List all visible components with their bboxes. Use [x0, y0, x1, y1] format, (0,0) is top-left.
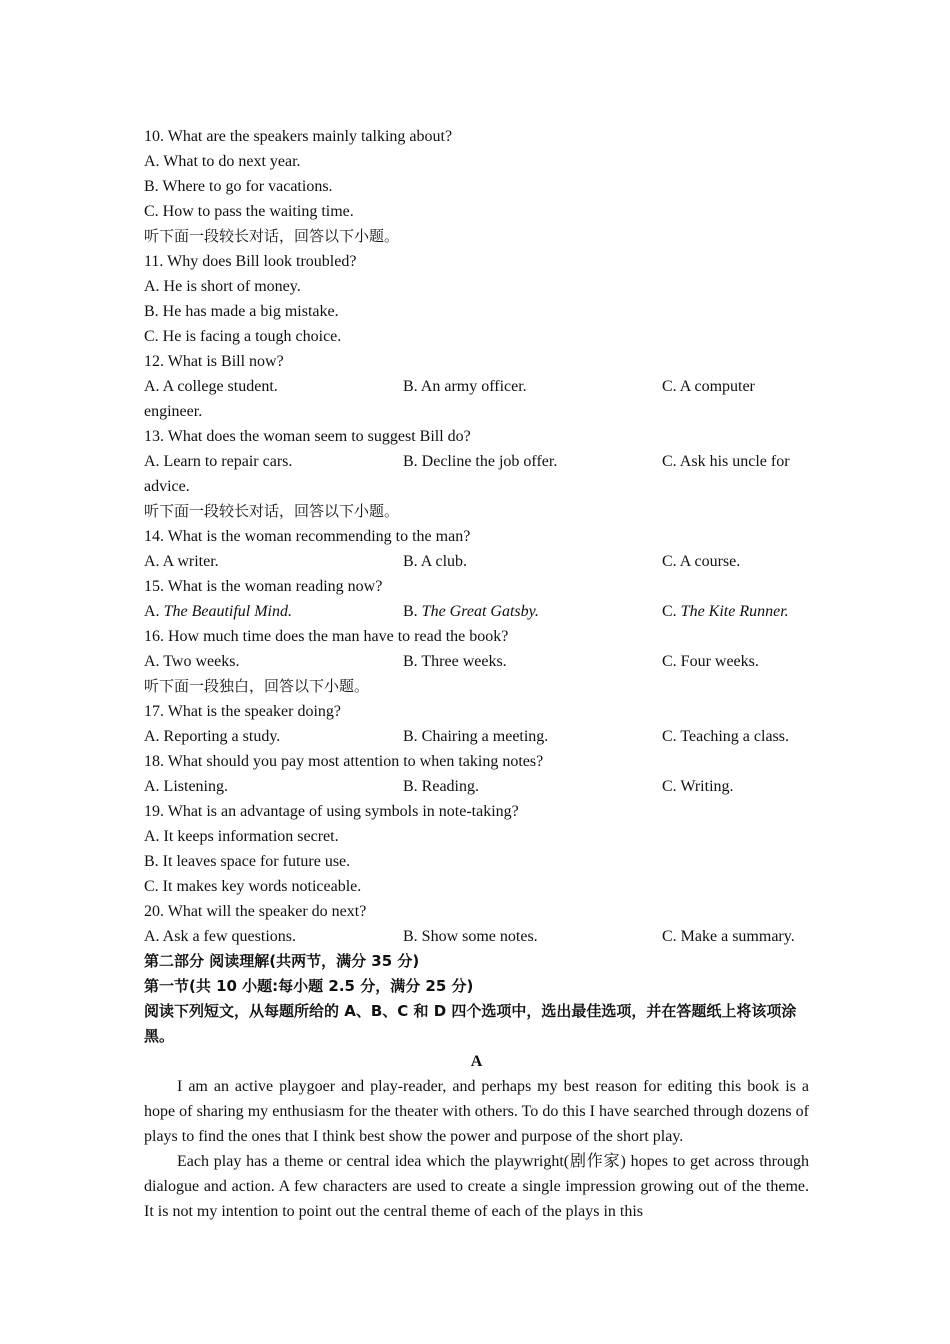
- question-10-option-a: A. What to do next year.: [144, 153, 301, 170]
- book-title-a: The Beautiful Mind.: [163, 603, 292, 620]
- question-14-option-b: B. A club.: [403, 553, 468, 570]
- question-15-options: [144, 599, 809, 624]
- question-20-option-b: B. Show some notes.: [403, 928, 538, 945]
- passage-paragraph-1: I am an active playgoer and play-reader, and perhaps my best reason for editing this book is a hope of sharing my enthusiasm for the theater with others. To do this I have searched through dozens of plays to find the ones that I think best show the power and purpose of the short play.: [144, 1078, 809, 1145]
- instruction-long-dialogue-2: 听下面一段较长对话，回答以下小题。: [144, 502, 400, 520]
- question-13-option-c-wrap: advice.: [144, 478, 190, 495]
- question-16-option-b: B. Three weeks.: [403, 653, 507, 670]
- question-14-options: [144, 549, 809, 574]
- question-16-option-c: C. Four weeks.: [662, 653, 759, 670]
- question-20-options: [144, 924, 809, 949]
- question-16-stem: 16. How much time does the man have to read the book?: [144, 628, 509, 645]
- question-13-option-a: A. Learn to repair cars.: [144, 453, 293, 470]
- question-12-stem: 12. What is Bill now?: [144, 353, 284, 370]
- question-16-options: [144, 649, 809, 674]
- question-19-option-b: B. It leaves space for future use.: [144, 853, 351, 870]
- question-18-option-c: C. Writing.: [662, 778, 734, 795]
- question-10-option-c: C. How to pass the waiting time.: [144, 203, 354, 220]
- question-15-option-a: [144, 599, 292, 624]
- question-20-option-c: C. Make a summary.: [662, 928, 795, 945]
- question-12-option-b: B. An army officer.: [403, 378, 527, 395]
- question-10-option-b: B. Where to go for vacations.: [144, 178, 333, 195]
- question-18-stem: 18. What should you pay most attention to when taking notes?: [144, 753, 544, 770]
- book-title-b: The Great Gatsby.: [421, 603, 539, 620]
- question-13-stem: 13. What does the woman seem to suggest Bill do?: [144, 428, 471, 445]
- question-20-option-a: A. Ask a few questions.: [144, 928, 296, 945]
- question-11-option-a: A. He is short of money.: [144, 278, 301, 295]
- question-15-stem: 15. What is the woman reading now?: [144, 578, 383, 595]
- question-10-stem: 10. What are the speakers mainly talking about?: [144, 128, 453, 145]
- question-11-stem: 11. Why does Bill look troubled?: [144, 253, 357, 270]
- option-c-prefix: C.: [662, 603, 681, 620]
- question-13-options: [144, 449, 809, 474]
- book-title-c: The Kite Runner.: [680, 603, 789, 620]
- question-17-option-a: A. Reporting a study.: [144, 728, 281, 745]
- reading-instruction: 阅读下列短文，从每题所给的 A、B、C 和 D 四个选项中，选出最佳选项，并在答题纸上将该项涂黑。: [144, 1002, 797, 1045]
- question-19-stem: 19. What is an advantage of using symbols in note-taking?: [144, 803, 519, 820]
- instruction-monologue: 听下面一段独白，回答以下小题。: [144, 677, 370, 695]
- question-11-option-c: C. He is facing a tough choice.: [144, 328, 342, 345]
- question-16-option-a: A. Two weeks.: [144, 653, 240, 670]
- question-13-option-c: C. Ask his uncle for: [662, 453, 790, 470]
- question-14-option-c: C. A course.: [662, 553, 741, 570]
- question-12-option-c-wrap: engineer.: [144, 403, 203, 420]
- question-18-options: [144, 774, 809, 799]
- question-11-option-b: B. He has made a big mistake.: [144, 303, 339, 320]
- passage-label: A: [470, 1053, 483, 1070]
- question-17-options: [144, 724, 809, 749]
- question-17-stem: 17. What is the speaker doing?: [144, 703, 341, 720]
- question-17-option-c: C. Teaching a class.: [662, 728, 789, 745]
- question-19-option-a: A. It keeps information secret.: [144, 828, 339, 845]
- question-19-option-c: C. It makes key words noticeable.: [144, 878, 362, 895]
- page-content: [144, 124, 809, 1224]
- instruction-long-dialogue-1: 听下面一段较长对话，回答以下小题。: [144, 227, 400, 245]
- question-14-option-a: A. A writer.: [144, 553, 219, 570]
- section-one-heading: 第一节(共 10 小题:每小题 2.5 分，满分 25 分): [144, 977, 474, 995]
- question-17-option-b: B. Chairing a meeting.: [403, 728, 549, 745]
- option-a-prefix: A.: [144, 603, 164, 620]
- question-18-option-a: A. Listening.: [144, 778, 228, 795]
- question-15-option-b: [403, 599, 539, 624]
- option-b-prefix: B.: [403, 603, 422, 620]
- question-12-options: [144, 374, 809, 399]
- question-12-option-c: C. A computer: [662, 378, 755, 395]
- part-two-heading: 第二部分 阅读理解(共两节，满分 35 分): [144, 952, 420, 970]
- question-18-option-b: B. Reading.: [403, 778, 479, 795]
- question-14-stem: 14. What is the woman recommending to the man?: [144, 528, 471, 545]
- question-15-option-c: [662, 599, 789, 624]
- question-20-stem: 20. What will the speaker do next?: [144, 903, 367, 920]
- question-13-option-b: B. Decline the job offer.: [403, 453, 558, 470]
- passage-paragraph-2: Each play has a theme or central idea which the playwright(剧作家) hopes to get across through dialogue and action. A few characters are used to create a single impression growing out of the theme. It is not my intention to point out the central theme of each of the plays in this: [144, 1153, 809, 1220]
- question-12-option-a: A. A college student.: [144, 378, 278, 395]
